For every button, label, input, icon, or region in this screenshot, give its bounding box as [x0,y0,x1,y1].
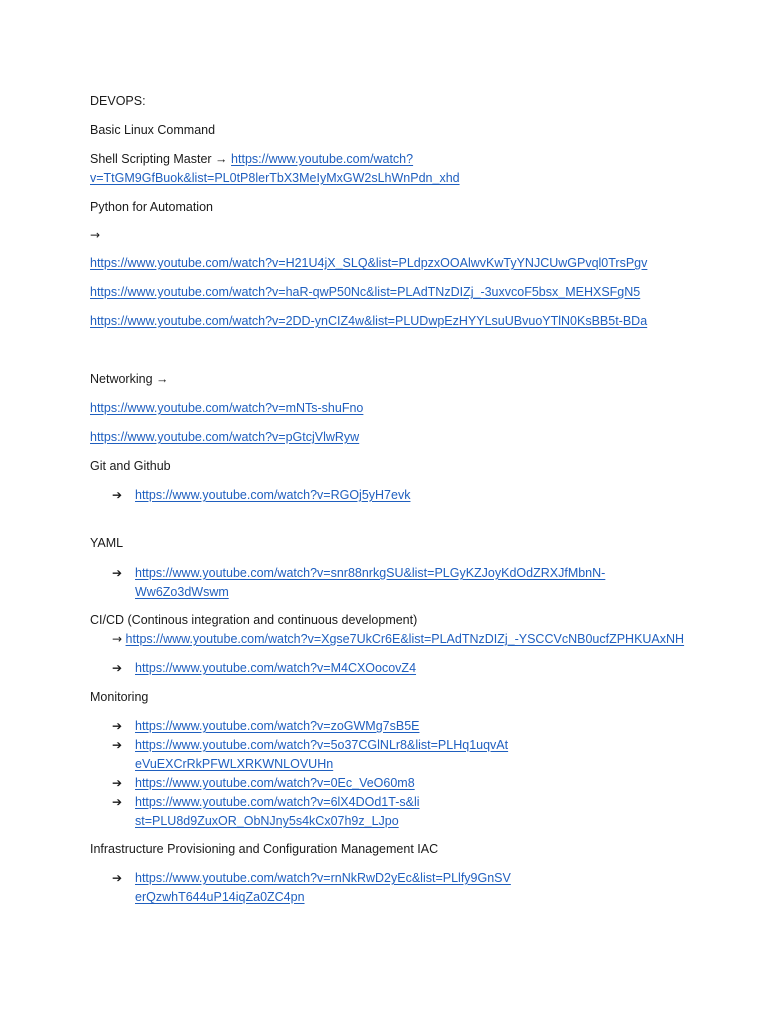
arrow-bullet-icon: ➔ [112,661,123,675]
arrow-bullet-icon: ➔ [112,738,123,752]
shell-link-part2[interactable]: v=TtGM9GfBuok&list=PL0tP8lerTbX3MeIyMxGW2sLhWnPdn_xhd [90,171,460,185]
monitoring-link-3[interactable]: https://www.youtube.com/watch?v=0Ec_VeO60m8 [135,776,415,790]
networking-link-row [90,399,363,418]
section-title-cicd: CI/CD (Continous integration and continuous development) [90,613,418,627]
git-link-1[interactable]: https://www.youtube.com/watch?v=RGOj5yH7evk [135,488,411,502]
arrow-bullet-icon: ➔ [112,719,123,733]
arrow-bullet-icon: ➔ [112,871,123,885]
python-link-row [90,283,640,302]
yaml-link-row [135,564,615,602]
iac-link-row [135,869,515,907]
cicd-inline-link[interactable]: https://www.youtube.com/watch?v=Xgse7UkCr6E&list=PLAdTNzDIZj_-YSCCVcNB0ucfZPHKUAxNH [125,632,685,646]
arrow-icon: → [112,632,123,646]
monitoring-link-row [135,793,425,831]
monitoring-link-row [135,717,695,736]
python-link-3[interactable]: https://www.youtube.com/watch?v=2DD-ynCIZ4w&list=PLUDwpEzHYYLsuUBvuoYTlN0KsBB5t-BDa [90,314,648,328]
arrow-bullet-icon: ➔ [112,776,123,790]
git-link-row [135,486,695,505]
section-title-linux: Basic Linux Command [90,123,216,137]
monitoring-link-row [135,736,515,774]
arrow-bullet-icon: ➔ [112,488,123,502]
section-title-shell [90,150,413,169]
section-title-networking: Networking → [90,372,169,386]
networking-link-row [90,428,359,447]
python-link-row [90,312,647,331]
networking-link-1[interactable]: https://www.youtube.com/watch?v=mNTs-shuFno [90,401,364,415]
python-link-1[interactable]: https://www.youtube.com/watch?v=H21U4jX_SLQ&list=PLdpzxOOAlwvKwTyYNJCUwGPvql0TrsPgv [90,256,648,270]
document-heading: DEVOPS: [90,94,146,108]
yaml-link-1[interactable]: https://www.youtube.com/watch?v=snr88nrkgSU&list=PLGyKZJoyKdOdZRXJfMbnN-Ww6Zo3dWswm [135,566,606,599]
shell-link-continuation [90,169,460,188]
cicd-inline-row [112,630,684,649]
arrow-bullet-icon: ➔ [112,795,123,809]
section-title-iac: Infrastructure Provisioning and Configuration Management IAC [90,842,439,856]
arrow-icon: → [90,228,101,242]
section-title-python: Python for Automation [90,200,213,214]
cicd-link-row [135,659,695,678]
networking-link-2[interactable]: https://www.youtube.com/watch?v=pGtcjVlwRyw [90,430,360,444]
section-title-git: Git and Github [90,459,171,473]
iac-link-1[interactable]: https://www.youtube.com/watch?v=rnNkRwD2yEc&list=PLlfy9GnSVerQzwhT644uP14iqZa0ZC4pn [135,871,511,904]
section-title-yaml: YAML [90,536,124,550]
section-title-monitoring: Monitoring [90,690,149,704]
cicd-link-1[interactable]: https://www.youtube.com/watch?v=M4CXOocovZ4 [135,661,417,675]
monitoring-link-row [135,774,695,793]
monitoring-link-1[interactable]: https://www.youtube.com/watch?v=zoGWMg7sB5E [135,719,420,733]
python-link-row [90,254,647,273]
shell-title-text: Shell Scripting Master → [90,152,228,166]
arrow-bullet-icon: ➔ [112,566,123,580]
python-link-2[interactable]: https://www.youtube.com/watch?v=haR-qwP50Nc&list=PLAdTNzDIZj_-3uxvcoF5bsx_MEHXSFgN5 [90,285,641,299]
shell-link-part1[interactable]: https://www.youtube.com/watch? [231,152,414,166]
monitoring-link-4[interactable]: https://www.youtube.com/watch?v=6lX4DOd1T-s&list=PLU8d9ZuxOR_ObNJny5s4kCx07h9z_LJpo [135,795,420,828]
monitoring-link-2[interactable]: https://www.youtube.com/watch?v=5o37CGlNLr8&list=PLHq1uqvAteVuEXCrRkPFWLXRKWNLOVUHn [135,738,509,771]
